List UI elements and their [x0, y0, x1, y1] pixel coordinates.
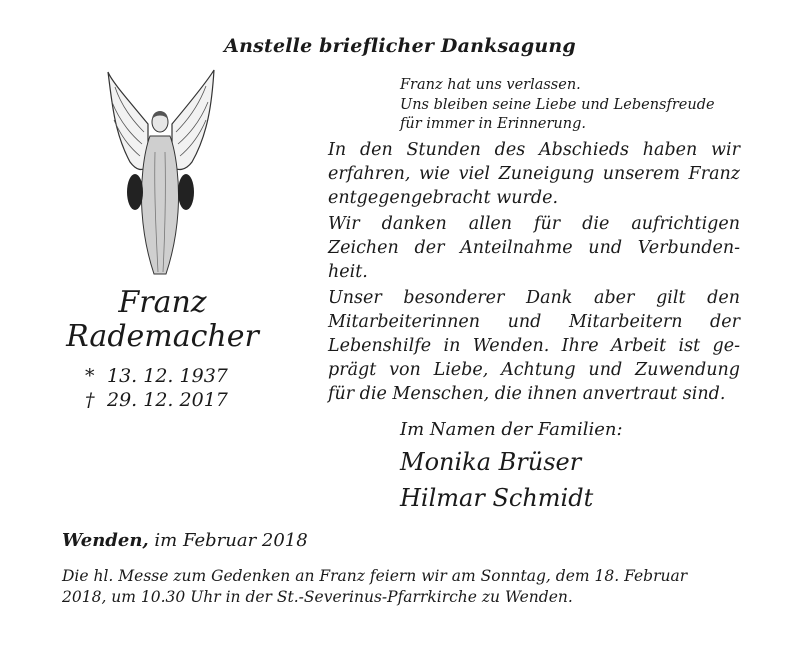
birth-symbol: * [85, 365, 95, 387]
death-date [85, 388, 228, 412]
thanks-paragraph-1 [328, 138, 740, 210]
quote-line: Franz hat uns verlassen. [400, 77, 581, 93]
birth-date-value: 13. 12. 1937 [107, 365, 228, 387]
place-date: im Februar 2018 [154, 530, 308, 551]
signature-name: Hilmar Schmidt [400, 484, 594, 512]
signature-name: Monika Brüser [400, 448, 582, 476]
birth-date [85, 364, 228, 388]
notice-line: 2018, um 10.30 Uhr in der St.-Severinus-Pfarrkirche zu Wenden. [62, 588, 573, 606]
angel-icon [100, 62, 220, 277]
notice-heading: Anstelle brieflicher Danksagung [224, 35, 576, 57]
mass-notice [62, 566, 747, 608]
paragraph-line: Mitarbeiterinnen und Mitarbeitern der [328, 312, 740, 332]
signature-intro: Im Namen der Familien: [400, 419, 623, 440]
paragraph-line: Lebenshilfe in Wenden. Ihre Arbeit ist ge- [328, 336, 740, 356]
memorial-quote [400, 76, 760, 135]
deceased-first-name: Franz [118, 285, 207, 320]
thanks-paragraph-3 [328, 286, 740, 406]
paragraph-line: Zeichen der Anteilnahme und Verbunden- [328, 238, 740, 258]
thanks-paragraph-2 [328, 212, 740, 284]
paragraph-line: Unser besonderer Dank aber gilt den [328, 288, 740, 308]
place-and-date [62, 530, 308, 551]
quote-line: Uns bleiben seine Liebe und Lebensfreude [400, 96, 715, 113]
paragraph-line: In den Stunden des Abschieds haben wir [328, 140, 740, 160]
paragraph-line: erfahren, wie viel Zuneigung unserem Franz [328, 164, 740, 184]
paragraph-line: für die Menschen, die ihnen anvertraut sind. [328, 384, 726, 404]
place-town: Wenden, [62, 530, 149, 551]
paragraph-line: entgegengebracht wurde. [328, 188, 559, 208]
paragraph-line: Wir danken allen für die aufrichtigen [328, 214, 740, 234]
quote-line: für immer in Erinnerung. [400, 116, 587, 132]
paragraph-line: heit. [328, 262, 368, 282]
notice-line: Die hl. Messe zum Gedenken an Franz feiern wir am Sonntag, dem 18. Februar [62, 567, 688, 585]
deceased-last-name: Rademacher [66, 319, 259, 354]
death-symbol: † [85, 389, 95, 411]
death-date-value: 29. 12. 2017 [107, 389, 228, 411]
paragraph-line: prägt von Liebe, Achtung und Zuwendung [328, 360, 740, 380]
